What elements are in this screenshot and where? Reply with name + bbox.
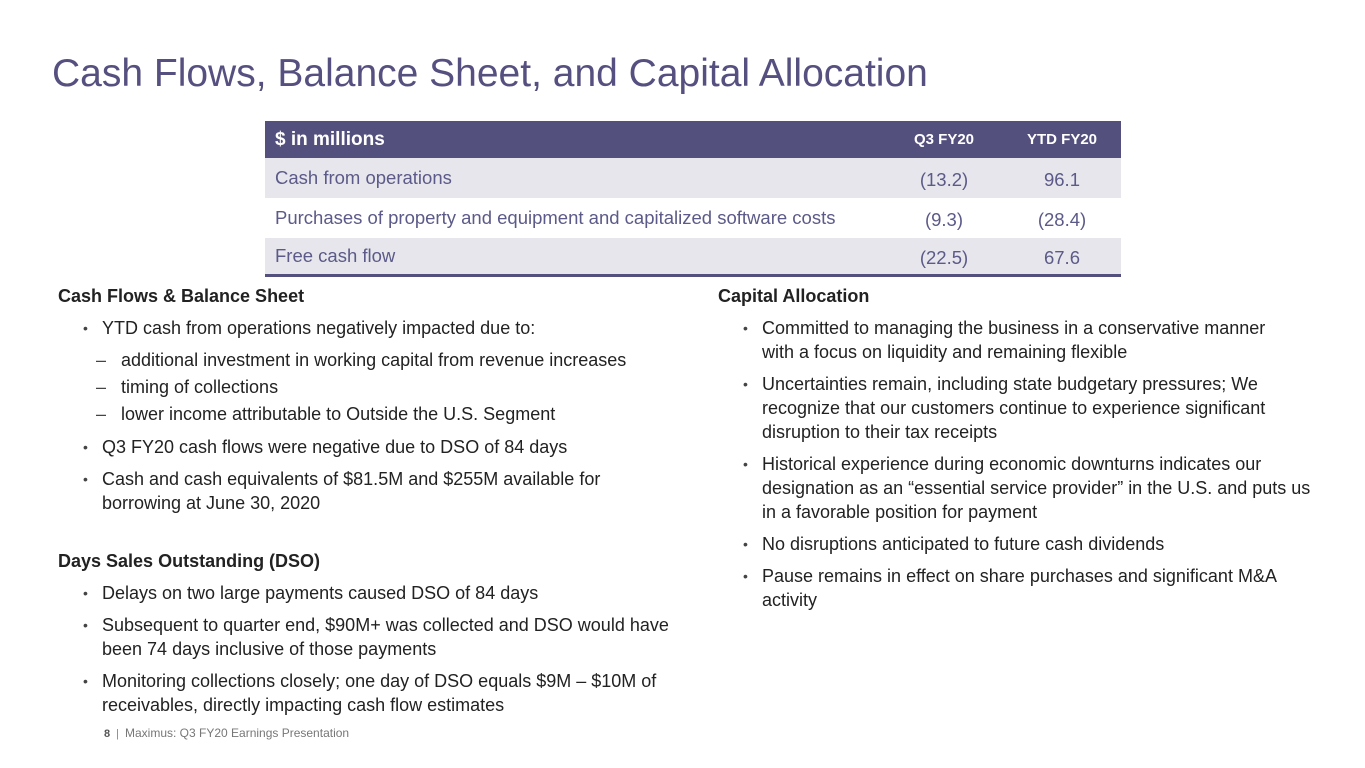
capital-allocation-section	[718, 284, 1318, 620]
financial-table	[265, 121, 1121, 277]
list-item-text: Historical experience during economic downturns indicates our designation as an “essential service provider” in the U.S. and puts us in a favorable position for payment	[762, 454, 1311, 522]
table-header-label: $ in millions	[265, 121, 885, 158]
bullet-icon: •	[743, 536, 748, 552]
row-label: Free cash flow	[265, 238, 885, 276]
sub-list-item-text: additional investment in working capital from revenue increases	[121, 350, 627, 370]
list-item-text: Committed to managing the business in a conservative manner with a focus on liquidity and remaining flexible	[762, 318, 1266, 362]
footer-separator: |	[116, 728, 119, 740]
table-header-q3: Q3 FY20	[885, 121, 1003, 158]
list-item	[58, 435, 708, 459]
list-item	[718, 564, 1318, 612]
table-header-row	[265, 121, 1121, 158]
list-item-text: Monitoring collections closely; one day of DSO equals $9M – $10M of receivables, directly impacting cash flow estimates	[102, 671, 657, 715]
dash-icon: –	[96, 377, 107, 397]
list-item	[718, 452, 1318, 524]
bullet-icon: •	[83, 320, 88, 336]
list-item	[718, 372, 1318, 444]
list-item	[718, 316, 1318, 364]
list-item-text: Delays on two large payments caused DSO of 84 days	[102, 583, 539, 603]
bullet-icon: •	[743, 376, 748, 392]
bullet-icon: •	[743, 456, 748, 472]
bullet-icon: •	[83, 617, 88, 633]
list-item-text: Uncertainties remain, including state budgetary pressures; We recognize that our customers continue to experience significant disruption to their tax receipts	[762, 374, 1266, 442]
list-item	[718, 532, 1318, 556]
list-item-text: Q3 FY20 cash flows were negative due to DSO of 84 days	[102, 437, 568, 457]
dash-icon: –	[96, 404, 107, 424]
bullet-icon: •	[743, 568, 748, 584]
page-number: 8	[104, 728, 111, 740]
list-item-text: YTD cash from operations negatively impacted due to:	[102, 318, 536, 338]
list-item	[58, 613, 708, 661]
list-item	[58, 316, 708, 340]
section-heading-capital-allocation: Capital Allocation	[718, 286, 870, 306]
bullet-icon: •	[83, 673, 88, 689]
row-label: Cash from operations	[265, 158, 885, 198]
row-q3-value: (9.3)	[885, 198, 1003, 238]
sub-list-item	[58, 402, 708, 426]
bullet-icon: •	[83, 471, 88, 487]
sub-list-item-text: timing of collections	[121, 377, 279, 397]
bullet-icon: •	[743, 320, 748, 336]
list-item	[58, 581, 708, 605]
footer	[104, 726, 349, 740]
table-row	[265, 158, 1121, 198]
list-item-text: Subsequent to quarter end, $90M+ was collected and DSO would have been 74 days inclusive of those payments	[102, 615, 669, 659]
sub-list-item	[58, 375, 708, 399]
row-ytd-value: 67.6	[1003, 238, 1121, 276]
section-heading-dso: Days Sales Outstanding (DSO)	[58, 551, 321, 571]
table-row	[265, 198, 1121, 238]
row-q3-value: (22.5)	[885, 238, 1003, 276]
bullet-icon: •	[83, 439, 88, 455]
page-title: Cash Flows, Balance Sheet, and Capital Allocation	[52, 52, 928, 95]
sub-list-item-text: lower income attributable to Outside the U.S. Segment	[121, 404, 556, 424]
dash-icon: –	[96, 350, 107, 370]
list-item-text: Pause remains in effect on share purchases and significant M&A activity	[762, 566, 1276, 610]
list-item	[58, 669, 708, 717]
row-q3-value: (13.2)	[885, 158, 1003, 198]
table-row	[265, 238, 1121, 276]
cash-flows-section	[58, 284, 708, 725]
list-item-text: No disruptions anticipated to future cash dividends	[762, 534, 1165, 554]
footer-text: Maximus: Q3 FY20 Earnings Presentation	[124, 726, 350, 740]
list-item-text: Cash and cash equivalents of $81.5M and $255M available for borrowing at June 30, 2020	[102, 469, 601, 513]
sub-list-item	[58, 348, 708, 372]
table-header-ytd: YTD FY20	[1003, 121, 1121, 158]
section-heading-cash-flows: Cash Flows & Balance Sheet	[58, 286, 305, 306]
list-item	[58, 467, 708, 515]
row-ytd-value: 96.1	[1003, 158, 1121, 198]
row-ytd-value: (28.4)	[1003, 198, 1121, 238]
bullet-icon: •	[83, 585, 88, 601]
row-label: Purchases of property and equipment and capitalized software costs	[265, 198, 885, 238]
